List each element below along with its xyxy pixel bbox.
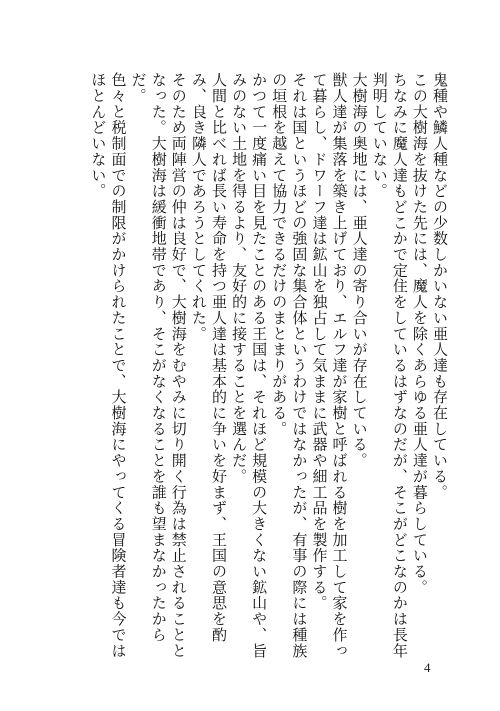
paragraph: そのため両陣営の仲は良好で、大樹海をむやみに切り開く行為は禁止されることとなった。大樹海は緩衝地帯であり、そこがなくなることを誰も望まなかったからだ。 xyxy=(129,72,188,659)
paragraph: 色々と税制面での制限がかけられたことで、大樹海にやってくる冒険者達も今ではほとんどいない。 xyxy=(89,72,128,659)
paragraph: 獣人達が集落を築き上げており、エルフ達が家樹と呼ばれる樹を加工して家を作って暮らし、ドワーフ達は鉱山を独占して気ままに武器や細工品を製作する。 xyxy=(310,72,349,659)
paragraph: 人間と比べれば長い寿命を持つ亜人達は基本的に争いを好まず、王国の意思を酌み、良き隣人であろうとしてくれた。 xyxy=(189,72,228,643)
paragraph: 鬼種や鱗人種などの少数しかいない亜人達も存在している。 xyxy=(431,72,449,500)
paragraph: かつて一度痛い目を見たことのある王国は、それほど規模の大きくない鉱山や、旨みのない土地を得るより、友好的に接することを選んだ。 xyxy=(230,72,269,659)
paragraph: 大樹海の奥地には、亜人達の寄り合いが存在している。 xyxy=(350,72,369,469)
paragraph: ちなみに魔人達もどこかで定住をしているはずなのだが、そこがどこなのかは長年判明していない。 xyxy=(370,72,409,659)
body-text xyxy=(68,72,450,672)
paragraph: それは国というほどの強固な集合体というわけではなかったが、有事の際には種族の垣根を越えて協力できるだけのまとまりがある。 xyxy=(270,72,309,659)
paragraph: この大樹海を抜けた先には、魔人を除くあらゆる亜人達が暮らしている。 xyxy=(410,72,429,596)
page-number: 4 xyxy=(424,660,431,675)
